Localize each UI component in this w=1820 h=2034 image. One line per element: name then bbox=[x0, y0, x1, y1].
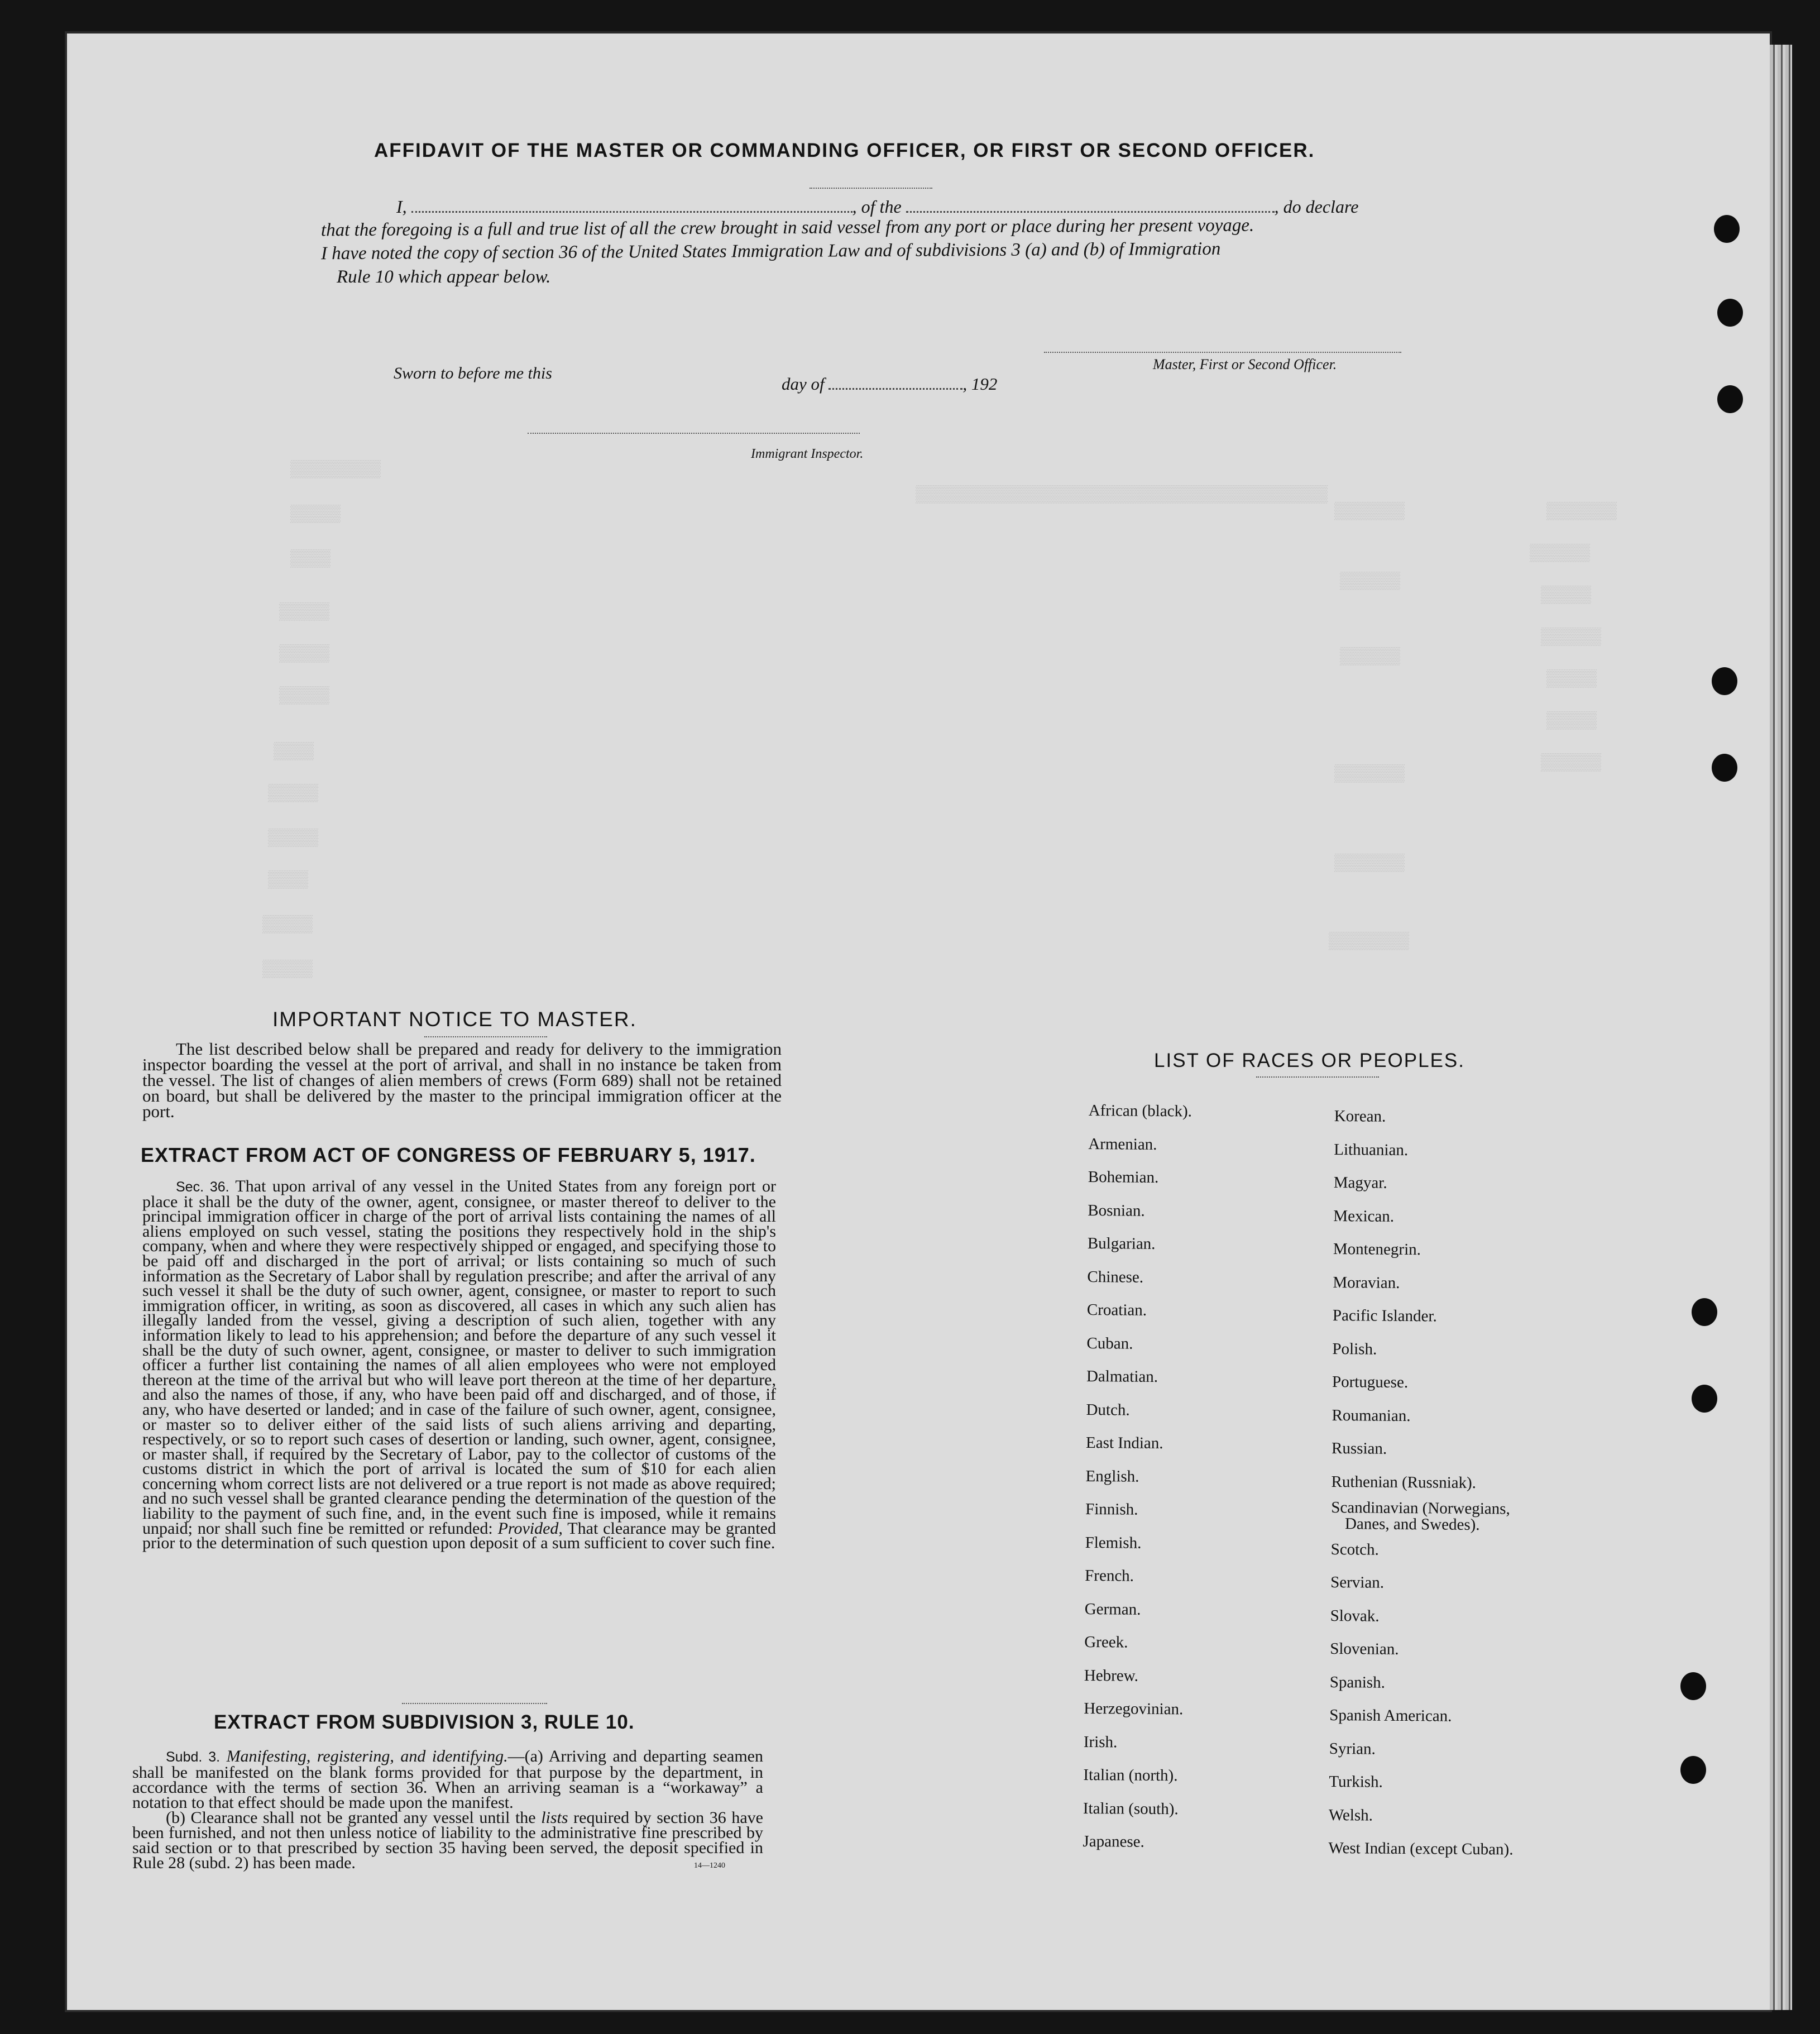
day-of-line bbox=[782, 374, 997, 394]
para-a-text: —(a) Arriving and departing seamen shall be manifested on the blank forms provided for that purpose by the department, in accordance with the terms of section 36. When an arriving seaman is a “workaway” a notation to that effect should be made upon the manifest. bbox=[132, 1747, 763, 1812]
para-b-lists: lists bbox=[541, 1808, 568, 1827]
year-label: , 192 bbox=[962, 374, 998, 394]
races-left-column bbox=[1083, 1094, 1192, 1859]
race-item: Montenegrin. bbox=[1333, 1239, 1421, 1259]
race-item: Spanish. bbox=[1329, 1673, 1386, 1692]
day-of-label: day of bbox=[782, 374, 825, 394]
race-item-scandinavian: Scandinavian (Norwegians, bbox=[1331, 1498, 1510, 1518]
race-item: Greek. bbox=[1084, 1633, 1128, 1652]
race-item: Cuban. bbox=[1086, 1334, 1133, 1353]
affidavit-title: AFFIDAVIT OF THE MASTER OR COMMANDING OFFICER, OR FIRST OR SECOND OFFICER. bbox=[374, 140, 1315, 161]
race-item: Moravian. bbox=[1333, 1273, 1400, 1292]
notice-underline bbox=[424, 1036, 547, 1037]
sworn-label: Sworn to before me this bbox=[394, 364, 552, 382]
subd-label: Subd. 3. bbox=[166, 1749, 221, 1765]
race-item: Korean. bbox=[1334, 1107, 1386, 1126]
race-item: West Indian (except Cuban). bbox=[1328, 1839, 1514, 1859]
binder-hole bbox=[1717, 299, 1743, 327]
i-label: I, bbox=[396, 197, 407, 217]
race-item: African (black). bbox=[1088, 1101, 1192, 1121]
title-underline bbox=[810, 188, 932, 189]
race-item: Armenian. bbox=[1088, 1135, 1157, 1154]
binder-hole bbox=[1680, 1672, 1706, 1700]
race-item: Croatian. bbox=[1086, 1300, 1147, 1319]
race-item: Welsh. bbox=[1328, 1806, 1373, 1825]
of-the-label: , of the bbox=[852, 197, 902, 217]
race-item: Finnish. bbox=[1085, 1500, 1138, 1519]
para-b-rest: required by section 36 have been furnished, and not then unless notice of liability to the administrative fine prescribed by said section or to that prescribed by section 35 having been served, the deposit specified in Rule 28 (subd. 2) has been made. bbox=[132, 1808, 763, 1872]
race-item: Pacific Islander. bbox=[1332, 1306, 1437, 1325]
race-item-scandinavian-cont: Danes, and Swedes). bbox=[1344, 1515, 1480, 1534]
race-item: Slovak. bbox=[1330, 1606, 1380, 1625]
act-body bbox=[142, 1179, 776, 1551]
inspector-label: Immigrant Inspector. bbox=[751, 447, 864, 461]
race-item: Flemish. bbox=[1085, 1533, 1142, 1552]
race-item: Polish. bbox=[1332, 1339, 1377, 1358]
binder-hole bbox=[1714, 215, 1740, 243]
rule10-body bbox=[132, 1749, 763, 1870]
race-item: Herzegovinian. bbox=[1084, 1699, 1184, 1719]
notice-body bbox=[142, 1041, 782, 1119]
race-item: German. bbox=[1084, 1600, 1141, 1619]
sec-36-tail: That clearance may be granted prior to the determination of such question upon deposit of a sum sufficient to cover such fine. bbox=[142, 1519, 777, 1553]
affidavit-line2: that the foregoing is a full and true list of all the crew brought in said vessel from any port or place during her present voyage. bbox=[320, 215, 1254, 241]
race-item: French. bbox=[1085, 1566, 1134, 1585]
race-item: Roumanian. bbox=[1332, 1406, 1411, 1425]
name-field[interactable] bbox=[411, 211, 852, 213]
act-underline bbox=[402, 1703, 547, 1704]
race-item: Mexican. bbox=[1333, 1207, 1395, 1226]
race-item: Magyar. bbox=[1333, 1173, 1387, 1192]
race-item: Italian (north). bbox=[1083, 1765, 1178, 1785]
race-item: Spanish American. bbox=[1329, 1706, 1452, 1725]
inspector-signature-line[interactable] bbox=[528, 433, 860, 434]
binder-hole bbox=[1692, 1385, 1717, 1413]
races-title: LIST OF RACES OR PEOPLES. bbox=[1154, 1050, 1465, 1071]
race-item: Dalmatian. bbox=[1086, 1367, 1158, 1386]
race-item: Servian. bbox=[1330, 1573, 1385, 1592]
sworn-line bbox=[394, 364, 552, 383]
race-item: Ruthenian (Russniak). bbox=[1331, 1472, 1477, 1492]
races-right-column bbox=[1328, 1100, 1519, 1867]
para-b-start: (b) Clearance shall not be granted any vessel until the bbox=[166, 1808, 536, 1827]
race-item: Scotch. bbox=[1330, 1540, 1379, 1559]
race-item: Bohemian. bbox=[1088, 1167, 1159, 1186]
race-item: English. bbox=[1085, 1467, 1139, 1486]
stacked-page-edges bbox=[1770, 45, 1792, 2010]
provided-text: Provided, bbox=[497, 1519, 563, 1538]
rule10-title: EXTRACT FROM SUBDIVISION 3, RULE 10. bbox=[214, 1711, 635, 1733]
race-item: Russian. bbox=[1331, 1439, 1387, 1458]
sec-label: Sec. 36. bbox=[176, 1179, 229, 1195]
affidavit-line3: I have noted the copy of section 36 of the United States Immigration Law and of subdivisions 3 (a) and (b) of Immigration bbox=[320, 238, 1221, 264]
month-field[interactable] bbox=[828, 388, 962, 390]
race-item: Irish. bbox=[1083, 1733, 1118, 1751]
subd-heading: Manifesting, registering, and identifying. bbox=[226, 1747, 508, 1765]
binder-hole bbox=[1712, 754, 1737, 782]
affidavit-line4: Rule 10 which appear below. bbox=[337, 267, 551, 287]
race-item: Bulgarian. bbox=[1087, 1234, 1156, 1253]
race-item: East Indian. bbox=[1085, 1433, 1163, 1453]
race-item: Slovenian. bbox=[1330, 1639, 1399, 1658]
race-item: Portuguese. bbox=[1332, 1372, 1409, 1392]
notice-title: IMPORTANT NOTICE TO MASTER. bbox=[272, 1008, 637, 1031]
notice-text: The list described below shall be prepared and ready for delivery to the immigration inspector boarding the vessel at the port of arrival, and shall in no instance be taken from the vessel. The list of changes of alien members of crews (Form 689) shall not be retained on board, but shall be delivered by the master to the principal immigration officer at the port. bbox=[142, 1039, 782, 1121]
race-item: Hebrew. bbox=[1084, 1666, 1139, 1685]
race-item: Italian (south). bbox=[1083, 1799, 1179, 1818]
race-item: Dutch. bbox=[1086, 1400, 1130, 1419]
master-signature-label: Master, First or Second Officer. bbox=[1153, 356, 1337, 372]
race-item: Turkish. bbox=[1329, 1772, 1383, 1791]
master-signature-line[interactable] bbox=[1044, 352, 1401, 353]
race-item: Syrian. bbox=[1329, 1739, 1376, 1758]
race-item: Chinese. bbox=[1087, 1267, 1144, 1286]
race-item: Lithuanian. bbox=[1334, 1140, 1409, 1159]
vessel-field[interactable] bbox=[906, 211, 1275, 213]
do-declare-label: , do declare bbox=[1274, 197, 1359, 217]
race-item: Japanese. bbox=[1083, 1832, 1144, 1851]
race-item: Bosnian. bbox=[1088, 1201, 1145, 1220]
act-title: EXTRACT FROM ACT OF CONGRESS OF FEBRUARY 5, 1917. bbox=[141, 1143, 756, 1166]
sec-36-text: That upon arrival of any vessel in the United States from any foreign port or place it shall be the duty of the owner, agent, consignee, or master thereof to deliver to the principal immigration officer in charge of the port of arrival lists containing the names of all aliens employed on such vessel, stating the positions they respectively hold in the ship's company, when and where they were respectively shipped or engaged, and specifying those to be paid off and discharged in the port of arrival; or lists containing so much of such information as the Secretary of Labor shall by regulation prescribe; and after the arrival of any such vessel it shall be the duty of such owner, agent, consignee, or master to report to such immigration officer, in writing, as soon as discovered, all cases in which any such alien has illegally landed from the vessel, giving a description of such alien, together with any information likely to lead to his apprehension; and before the departure of any such vessel it shall be the duty of such owner, agent, consignee, or master to deliver to such immigration officer a further list containing the names of all alien employees who were not employed thereon at the time of the arrival but who will leave port thereon at the time of her departure, and also the names of those, if any, who have been paid off and discharged, and of those, if any, who have deserted or landed; and in case of the failure of such owner, agent, consignee, or master so to deliver either of the said lists of such aliens arriving and departing, respectively, or so to report such cases of desertion or landing, such owner, agent, consignee, or master shall, if required by the Secretary of Labor, pay to the collector of customs of the customs district in which the port of arrival is located the sum of $10 for each alien concerning whom correct lists are not delivered or a true report is not made as above required; and no such vessel shall be granted clearance pending the determination of the question of the liability to the payment of such fine, and, in the event such fine is imposed, while it remains unpaid; nor shall such fine be remitted or refunded: bbox=[142, 1177, 776, 1538]
races-underline bbox=[1256, 1076, 1379, 1078]
form-number: 14—1240 bbox=[694, 1861, 725, 1870]
affidavit-line1 bbox=[396, 197, 1358, 217]
binder-hole bbox=[1680, 1756, 1706, 1784]
binder-hole bbox=[1692, 1298, 1717, 1326]
binder-hole bbox=[1717, 385, 1743, 413]
race-item bbox=[1331, 1499, 1516, 1534]
binder-hole bbox=[1712, 667, 1737, 695]
